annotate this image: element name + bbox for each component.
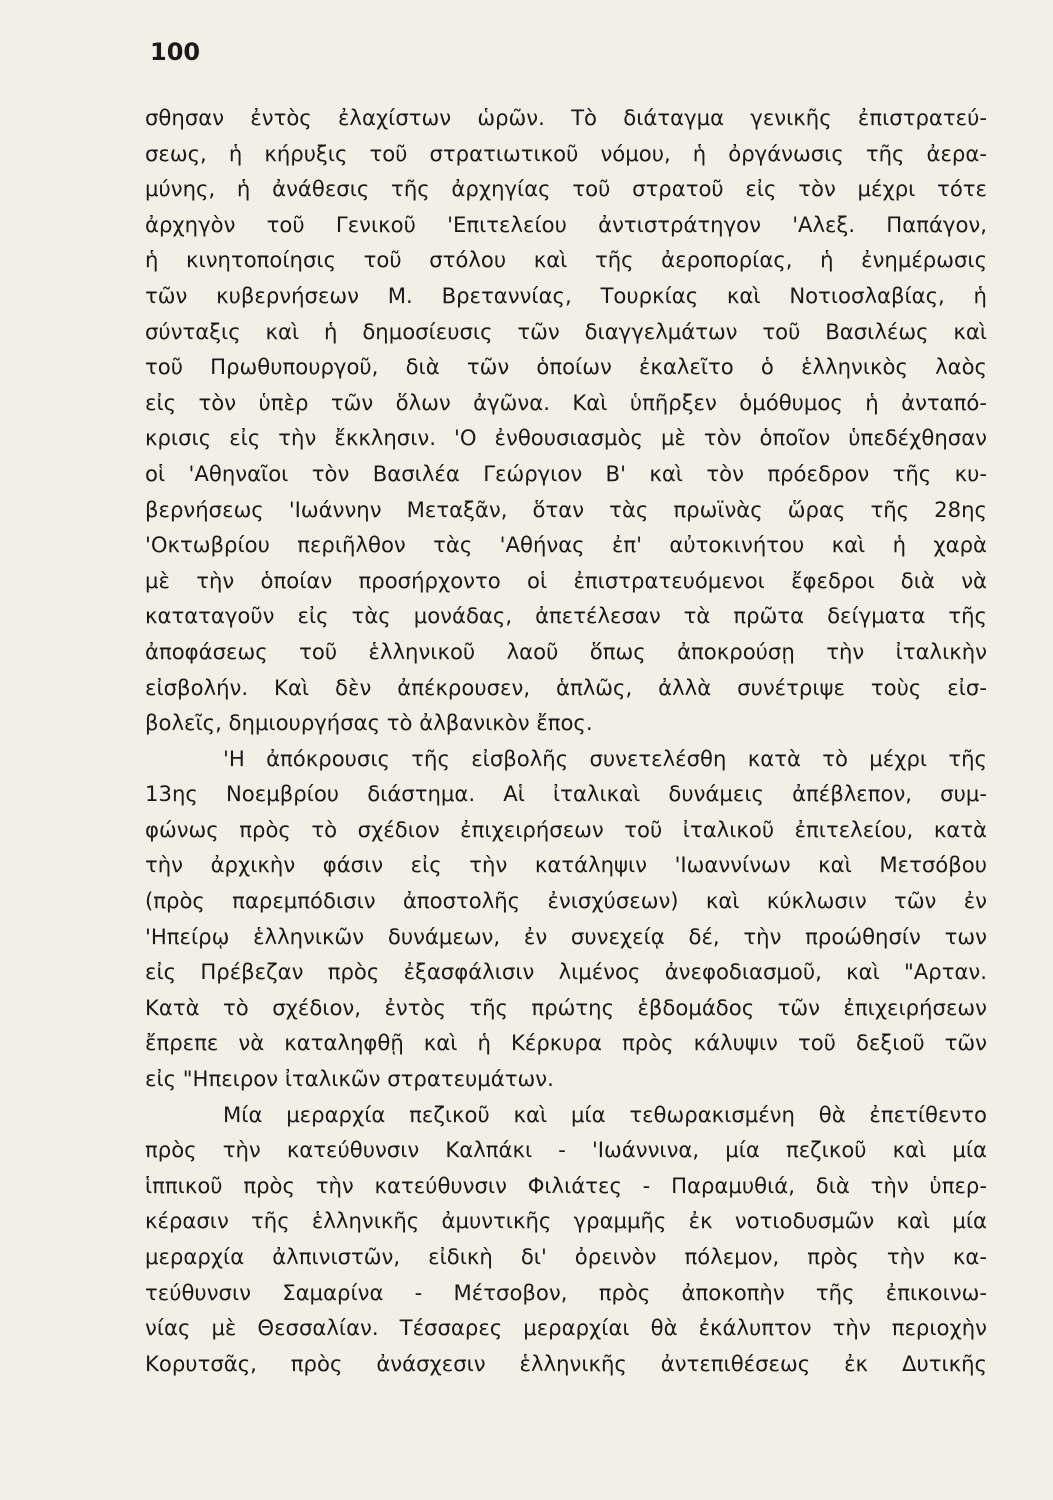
text-line: κρισις εἰς τὴν ἔκκλησιν. 'Ο ἐνθουσιασμὸς μὲ τὸν ὁποῖον ὑπεδέχθησαν xyxy=(145,425,987,451)
text-line: Κατὰ τὸ σχέδιον, ἐντὸς τῆς πρώτης ἑβδομάδος τῶν ἐπιχειρήσεων xyxy=(145,994,987,1020)
text-line: καταταγοῦν εἰς τὰς μονάδας, ἀπετέλεσαν τὰ πρῶτα δείγματα τῆς xyxy=(145,603,987,629)
text-line: σθησαν ἐντὸς ἐλαχίστων ὡρῶν. Τὸ διάταγμα γενικῆς ἐπιστρατεύ- xyxy=(145,105,987,130)
text-line: τὴν ἀρχικὴν φάσιν εἰς τὴν κατάληψιν 'Ιωαννίνων καὶ Μετσόβου xyxy=(145,852,987,878)
text-line: μὲ τὴν ὁποίαν προσήρχοντο οἱ ἐπιστρατευόμενοι ἔφεδροι διὰ νὰ xyxy=(145,567,987,593)
text-line: τῶν κυβερνήσεων Μ. Βρεταννίας, Τουρκίας καὶ Νοτιοσλαβίας, ἡ xyxy=(145,282,987,308)
text-line: 13ης Νοεμβρίου διάστημα. Αἱ ἰταλικαὶ δυνάμεις ἀπέβλεπον, συμ- xyxy=(145,781,987,807)
text-line: ἀρχηγὸν τοῦ Γενικοῦ 'Επιτελείου ἀντιστράτηγον 'Αλεξ. Παπάγον, xyxy=(145,211,987,237)
text-line: σεως, ἡ κήρυξις τοῦ στρατιωτικοῦ νόμου, ἡ ὀργάνωσις τῆς ἀερα- xyxy=(145,140,987,166)
text-line: τεύθυνσιν Σαμαρίνα - Μέτσοβον, πρὸς ἀποκοπὴν τῆς ἐπικοινω- xyxy=(145,1279,987,1305)
text-line: τοῦ Πρωθυπουργοῦ, διὰ τῶν ὁποίων ἐκαλεῖτο ὁ ἑλληνικὸς λαὸς xyxy=(145,354,987,380)
text-line: 'Οκτωβρίου περιῆλθον τὰς 'Αθήνας ἐπ' αὐτοκινήτου καὶ ἡ χαρὰ xyxy=(145,532,987,558)
body-text xyxy=(145,100,987,1381)
text-line: 'Η ἀπόκρουσις τῆς εἰσβολῆς συνετελέσθη κατὰ τὸ μέχρι τῆς xyxy=(223,745,987,771)
text-line: βολεῖς, δημιουργήσας τὸ ἀλβανικὸν ἔπος. xyxy=(145,710,593,736)
text-line: σύνταξις καὶ ἡ δημοσίευσις τῶν διαγγελμάτων τοῦ Βασιλέως καὶ xyxy=(145,318,987,344)
text-line: ἱππικοῦ πρὸς τὴν κατεύθυνσιν Φιλιάτες - Παραμυθιά, διὰ τὴν ὑπερ- xyxy=(145,1172,987,1198)
text-line: ἔπρεπε νὰ καταληφθῇ καὶ ἡ Κέρκυρα πρὸς κάλυψιν τοῦ δεξιοῦ τῶν xyxy=(145,1030,987,1056)
text-line: Μία μεραρχία πεζικοῦ καὶ μία τεθωρακισμένη θὰ ἐπετίθεντο xyxy=(223,1101,987,1127)
text-line: πρὸς τὴν κατεύθυνσιν Καλπάκι - 'Ιωάννινα, μία πεζικοῦ καὶ μία xyxy=(145,1137,987,1163)
text-line: Κορυτσᾶς, πρὸς ἀνάσχεσιν ἑλληνικῆς ἀντεπιθέσεως ἐκ Δυτικῆς xyxy=(145,1350,987,1376)
text-line: ἀποφάσεως τοῦ ἑλληνικοῦ λαοῦ ὅπως ἀποκρούσῃ τὴν ἰταλικὴν xyxy=(145,638,987,664)
text-line: (πρὸς παρεμπόδισιν ἀποστολῆς ἐνισχύσεων) καὶ κύκλωσιν τῶν ἐν xyxy=(145,888,987,914)
text-line: εἰς Πρέβεζαν πρὸς ἐξασφάλισιν λιμένος ἀνεφοδιασμοῦ, καὶ "Αρταν. xyxy=(145,959,987,985)
text-line: ἡ κινητοποίησις τοῦ στόλου καὶ τῆς ἀεροπορίας, ἡ ἐνημέρωσις xyxy=(145,247,987,273)
text-line: εἰς τὸν ὑπὲρ τῶν ὅλων ἀγῶνα. Καὶ ὑπῆρξεν ὁμόθυμος ἡ ἀνταπό- xyxy=(145,389,987,415)
text-line: εἰς "Ηπειρον ἰταλικῶν στρατευμάτων. xyxy=(145,1066,554,1092)
text-line: μύνης, ἡ ἀνάθεσις τῆς ἀρχηγίας τοῦ στρατοῦ εἰς τὸν μέχρι τότε xyxy=(145,176,987,202)
text-line: μεραρχία ἀλπινιστῶν, εἰδικὴ δι' ὀρεινὸν πόλεμον, πρὸς τὴν κα- xyxy=(145,1244,987,1269)
text-line: 'Ηπείρῳ ἑλληνικῶν δυνάμεων, ἐν συνεχείᾳ δέ, τὴν προώθησίν των xyxy=(145,923,987,949)
text-line: κέρασιν τῆς ἑλληνικῆς ἀμυντικῆς γραμμῆς ἐκ νοτιοδυσμῶν καὶ μία xyxy=(145,1208,987,1234)
text-line: φώνως πρὸς τὸ σχέδιον ἐπιχειρήσεων τοῦ ἰταλικοῦ ἐπιτελείου, κατὰ xyxy=(145,816,987,842)
text-line: βερνήσεως 'Ιωάννην Μεταξᾶν, ὅταν τὰς πρωϊνὰς ὥρας τῆς 28ης xyxy=(145,496,987,522)
text-line: νίας μὲ Θεσσαλίαν. Τέσσαρες μεραρχίαι θὰ ἐκάλυπτον τὴν περιοχὴν xyxy=(145,1315,987,1341)
page-number: 100 xyxy=(150,38,201,66)
text-line: οἱ 'Αθηναῖοι τὸν Βασιλέα Γεώργιον Β' καὶ τὸν πρόεδρον τῆς κυ- xyxy=(145,460,987,486)
text-line: εἰσβολήν. Καὶ δὲν ἀπέκρουσεν, ἁπλῶς, ἀλλὰ συνέτριψε τοὺς εἰσ- xyxy=(145,674,987,700)
